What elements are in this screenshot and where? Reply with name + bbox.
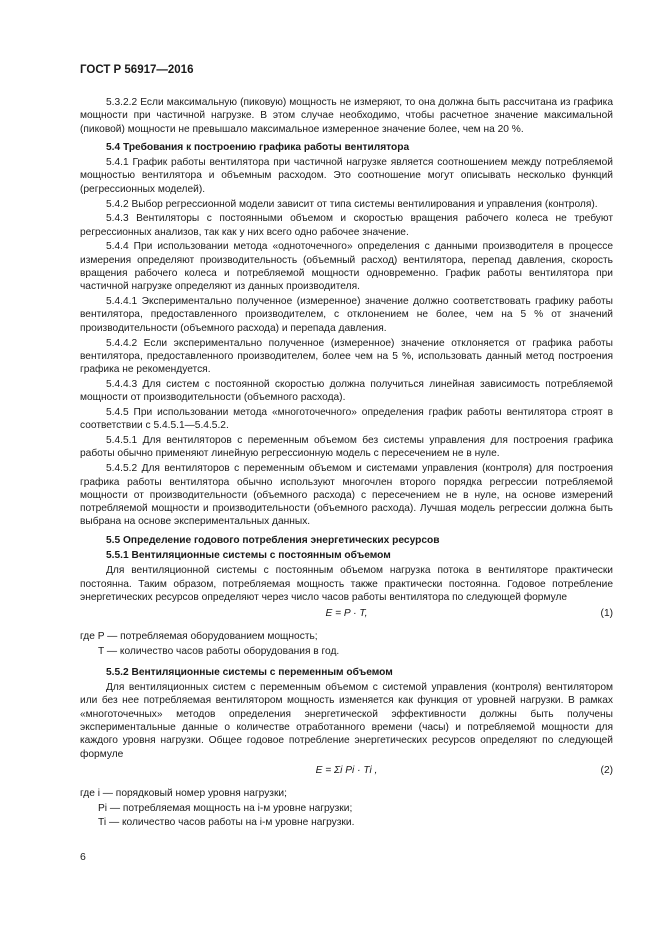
formula-2-expression: E = Σi Pi · Ti , [315,764,378,776]
formula-2-number: (2) [600,764,613,776]
formula-1-where-line: где P — потребляемая оборудованием мощность; [80,631,318,643]
paragraph-5-4-5-2: 5.4.5.2 Для вентиляторов с переменным объемом и системами управления (контроля) для построения графика работы вентилятора обычно используют многочлен второго порядка регрессии потребляемой мощности от производительности (объемного расхода) с пересечением не в нуле, на основе измерений потребляемой мощности и производительности (объемного расхода). Лучшая модель регрессии должна быть выбрана на основе экспериментальных данных. [80,463,613,528]
formula-1 [80,607,613,624]
paragraph-5-4-4-2: 5.4.4.2 Если экспериментально полученное (измеренное) значение отклоняется от графика работы вентилятора, предоставленного производителем, более чем на 5 %, использовать данный метод построения графика не рекомендуется. [80,337,613,376]
paragraph-5-4-4-3: 5.4.4.3 Для систем с постоянной скоростью должна получиться линейная зависимость потребляемой мощности от производительности (объемного расхода). [80,378,613,404]
document-header: ГОСТ Р 56917—2016 [80,64,194,76]
paragraph-5-3-2-2: 5.3.2.2 Если максимальную (пиковую) мощность не измеряют, то она должна быть рассчитана из графика мощности при частичной нагрузке. В этом случае необходимо, чтобы расчетное значение максимальной (пиковой) мощности не превышало максимальное измеренное значение более, чем на 20 %. [80,97,613,135]
paragraph-5-4-5: 5.4.5 При использовании метода «многоточечного» определения график работы вентилятора строят в соответствии с 5.4.5.1—5.4.5.2. [80,407,613,432]
paragraph-5-4-4-1: 5.4.4.1 Экспериментально полученное (измеренное) значение должно соответствовать графику работы вентилятора, предоставленного производителем, с отклонением не более, чем на 5 % от значений производительности (объемного расхода) и перепада давления. [80,296,613,334]
paragraph-5-4-4: 5.4.4 При использовании метода «одноточечного» определения с данными производителя в процессе измерения определяют производительность (объемный расход) вентилятора, перепад давления, скорость вращения рабочего колеса и потребляемой мощности одновременно. График работы вентилятора при частичной нагрузке определяют из данных производителя. [80,241,613,293]
paragraph-5-5-2: Для вентиляционных систем с переменным объемом с системой управления (контроля) вентилятором или без нее потребляемая вентилятором мощность изменяется как функция от уровней нагрузки. В рамках «многоточечных» методов определения энергетической эффективности должны быть получены экспериментальные данные о количестве отработанного времени (часы) и потребляемой мощности для каждого уровня нагрузки. Общее годовое потребление энергетических ресурсов определяют по следующей формуле [80,682,613,760]
subsection-heading-5-5-1: 5.5.1 Вентиляционные системы с постоянным объемом [106,550,391,561]
formula-2 [80,764,613,781]
paragraph-5-4-1: 5.4.1 График работы вентилятора при частичной нагрузке является соотношением между потребляемой мощностью вентилятора и объемным расходом. Это соотношение могут описывать несколько функций (регрессионных моделей). [80,157,613,195]
paragraph-5-4-3: 5.4.3 Вентиляторы с постоянными объемом и скоростью вращения рабочего колеса не требуют регрессионных анализов, так как у них всего одно рабочее значение. [80,213,613,238]
formula-2-where-line: Pi — потребляемая мощность на i-м уровне нагрузки; [98,802,353,814]
page-number: 6 [80,851,86,863]
formula-2-where-line: где i — порядковый номер уровня нагрузки; [80,787,287,799]
section-heading-5-5: 5.5 Определение годового потребления энергетических ресурсов [106,534,440,546]
document-body [80,96,613,831]
formula-1-number: (1) [600,608,613,620]
paragraph-5-4-2: 5.4.2 Выбор регрессионной модели зависит от типа системы вентилирования и управления (контроля). [106,198,598,210]
formula-2-where-line: Ti — количество часов работы на i-м уровне нагрузки. [98,817,355,829]
paragraph-5-4-5-1: 5.4.5.1 Для вентиляторов с переменным объемом без системы управления для построения графика работы обычно применяют линейную регрессионную модель с пересечением не в нуле. [80,435,613,460]
section-heading-5-4: 5.4 Требования к построению графика работы вентилятора [106,141,410,153]
formula-1-expression: E = P · T, [325,608,368,620]
paragraph-5-5-1: Для вентиляционной системы с постоянным объемом нагрузка потока в вентиляторе практически постоянна. Таким образом, потребляемая мощность также практически постоянна. Годовое потребление энергетических ресурсов определяют через число часов работы вентилятора по следующей формуле [80,565,613,603]
subsection-heading-5-5-2: 5.5.2 Вентиляционные системы с переменным объемом [106,666,393,678]
formula-1-where-line: T — количество часов работы оборудования в год. [98,645,340,657]
